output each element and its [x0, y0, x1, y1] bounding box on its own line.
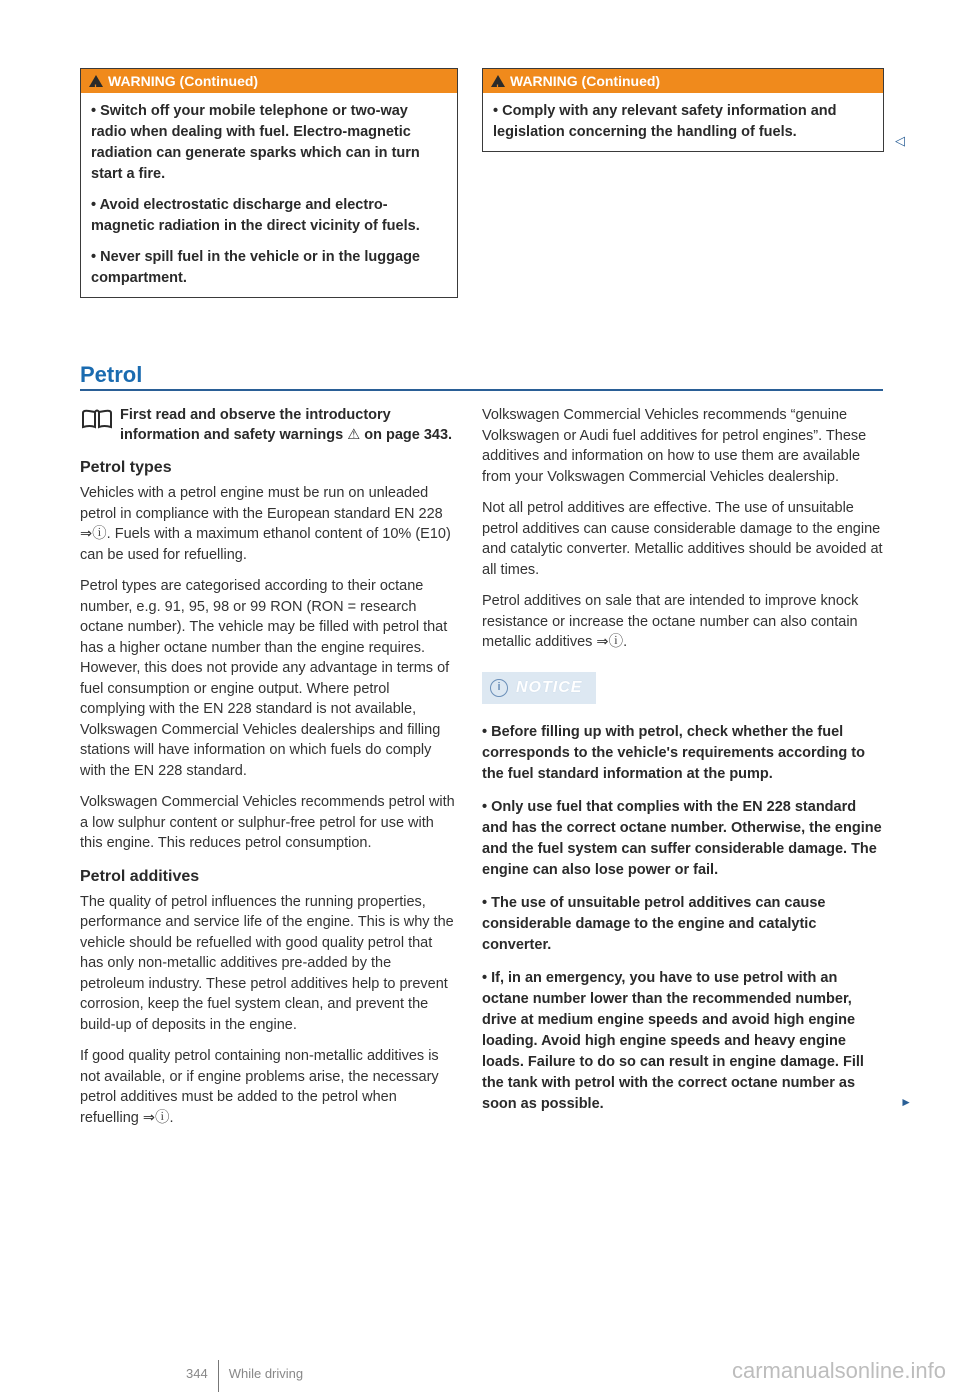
warning-header-label: WARNING (Continued) [108, 73, 259, 89]
petrol-types-heading: Petrol types [80, 459, 172, 476]
paragraph: If good quality petrol containing non-metallic additives is not available, or if engine problems arise, the necessary petrol additives must be added to the petrol when refuelling ⇒ⓘ. [80, 1048, 439, 1126]
warning-triangle-icon [491, 75, 505, 87]
intro-text: First read and observe the introductory information and safety warnings ⚠ on page 343. [120, 407, 453, 443]
paragraph: Petrol types are categorised according to their octane number, e.g. 91, 95, 98 or 99 RON (RON = research octane number). The vehicle may be filled with petrol that has a higher octane number than the engine requires. However, this does not provide any advantage in terms of fuel consumption or engine output. Where petrol complying with the EN 228 standard is not available, Volkswagen Commercial Vehicles dealerships and filling stations will have information on which fuels do comply with the EN 228 standard. [80, 578, 450, 779]
warning-item: • Avoid electrostatic discharge and electro-magnetic radiation in the direct vicinity of fuels. [91, 195, 447, 237]
info-circle-icon: i [490, 679, 508, 697]
watermark: carmanualsonline.info [731, 1358, 946, 1383]
open-book-icon [80, 409, 114, 429]
paragraph: Not all petrol additives are effective. The use of unsuitable petrol additives can cause considerable damage to the engine and catalytic converter. Metallic additives should be avoided at all times. [482, 500, 883, 578]
notice-item: • The use of unsuitable petrol additives can cause considerable damage to the engine and catalytic converter. [482, 893, 884, 956]
notice-item-text: If, in an emergency, you have to use petrol with an octane number lower than the recommended number, drive at medium engine speeds and avoid high engine loading. Avoid high engine speeds and heavy engine loads. Failure to do so can result in engine damage. Fill the tank with petrol with the correct octane number as soon as possible. [482, 969, 864, 1112]
section-divider [80, 389, 883, 391]
chapter-name: While driving [228, 1365, 304, 1381]
continue-arrow-icon: ► [900, 1094, 912, 1109]
paragraph: Volkswagen Commercial Vehicles recommends petrol with a low sulphur content or sulphur-free petrol for use with this engine. This reduces petrol consumption. [80, 794, 455, 851]
notice-item [482, 968, 912, 1115]
page-footer [186, 1346, 303, 1392]
intro-note [80, 405, 458, 445]
notice-item: • Only use fuel that complies with the EN 228 standard and has the correct octane number. Otherwise, the engine and the fuel system can suffer considerable damage. The engine can also lose power or fail. [482, 797, 884, 881]
warning-box-left [80, 68, 458, 298]
right-column [482, 405, 912, 1127]
paragraph: Vehicles with a petrol engine must be run on unleaded petrol in compliance with the European standard EN 228 ⇒ⓘ. Fuels with a maximum ethanol content of 10% (E10) can be used for refuelling. [80, 485, 451, 563]
notice-label: NOTICE [516, 678, 583, 696]
warning-triangle-icon [89, 75, 103, 87]
petrol-additives-heading: Petrol additives [80, 867, 200, 885]
left-column [80, 405, 458, 1139]
warning-item: • Comply with any relevant safety information and legislation concerning the handling of fuels. [493, 101, 873, 143]
notice-item: • Before filling up with petrol, check whether the fuel corresponds to the vehicle's requirements according to the fuel standard information at the pump. [482, 722, 884, 785]
notice-badge [482, 672, 596, 704]
warning-header [81, 69, 457, 93]
end-of-section-icon: ◁ [895, 133, 905, 148]
footer-divider [218, 1360, 219, 1392]
warning-item: • Never spill fuel in the vehicle or in the luggage compartment. [91, 247, 447, 289]
warning-item: • Switch off your mobile telephone or two-way radio when dealing with fuel. Electro-magnetic radiation can generate sparks which can in turn start a fire. [91, 101, 447, 185]
section-title: Petrol [80, 362, 143, 387]
page-number: 344 [186, 1365, 208, 1381]
paragraph: Petrol additives on sale that are intended to improve knock resistance or increase the octane number can also contain metallic additives ⇒ⓘ. [482, 593, 859, 650]
warning-header [483, 69, 883, 93]
paragraph: Volkswagen Commercial Vehicles recommends “genuine Volkswagen or Audi fuel additives for petrol engines”. These additives and information on how to use them are available from your Volkswagen Commercial Vehicles dealership. [482, 407, 867, 485]
warning-box-right [482, 68, 905, 152]
paragraph: The quality of petrol influences the running properties, performance and service life of the engine. This is why the vehicle should be refuelled with good quality petrol that has only non-metallic additives pre-added by the petroleum industry. These petrol additives help to prevent corrosion, keep the fuel system clean, and prevent the build-up of deposits in the engine. [80, 893, 454, 1033]
warning-header-label: WARNING (Continued) [510, 73, 661, 89]
